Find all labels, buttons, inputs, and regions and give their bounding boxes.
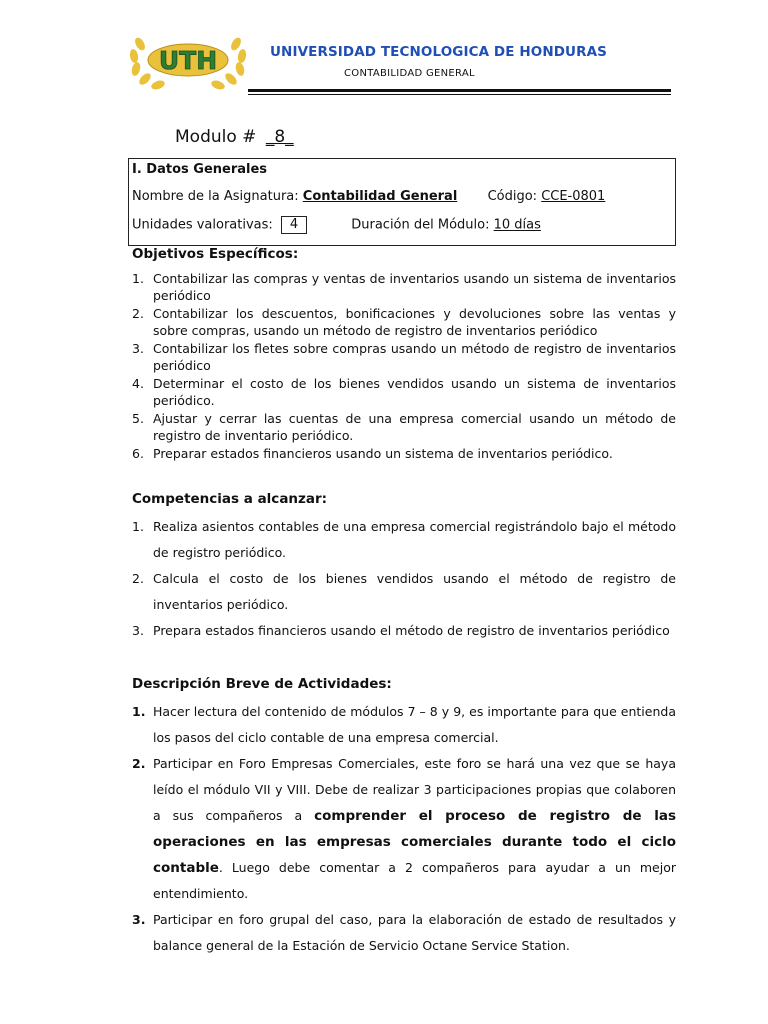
competencies-list	[132, 514, 676, 644]
course-name-label: Nombre de la Asignatura:	[132, 189, 303, 204]
units-value: 4	[281, 216, 307, 234]
list-item: 3. Prepara estados financieros usando el método de registro de inventarios periódico	[132, 623, 670, 638]
list-item: 2. Participar en Foro Empresas Comerciales, este foro se hará una vez que se haya leído el módulo VII y VIII. Debe de realizar 3 participaciones propias que colaboren a sus compañeros a comprender el proceso de registro de las operaciones en las empresas comerciales durante todo el ciclo contable. Luego debe comentar a 2 compañeros para ayudar a un mejor entendimiento.	[132, 756, 676, 901]
module-title	[175, 127, 294, 147]
general-data-heading: I. Datos Generales	[132, 162, 268, 177]
list-item: 1. Realiza asientos contables de una empresa comercial registrándolo bajo el método de registro periódico.	[132, 519, 676, 560]
emphasized-text: comprender el proceso de registro de las operaciones en las empresas comerciales durante todo el ciclo contable	[153, 808, 676, 876]
module-number: _8_	[265, 127, 294, 147]
course-name-value: Contabilidad General	[302, 189, 458, 204]
subject-title: CONTABILIDAD GENERAL	[344, 68, 475, 79]
list-item: 3. Contabilizar los fletes sobre compras usando un método de registro de inventarios periódico	[132, 341, 676, 373]
activities-heading: Descripción Breve de Actividades:	[132, 676, 392, 692]
header-divider	[248, 89, 671, 92]
duration-label: Duración del Módulo:	[351, 217, 494, 233]
list-item: 3. Participar en foro grupal del caso, para la elaboración de estado de resultados y balance general de la Estación de Servicio Octane Service Station.	[132, 912, 676, 953]
list-item: 2. Calcula el costo de los bienes vendidos usando el método de registro de inventarios periódico.	[132, 571, 676, 612]
competencies-heading: Competencias a alcanzar:	[132, 491, 328, 507]
objectives-list	[132, 270, 676, 463]
course-code-label: Código:	[487, 189, 542, 204]
activities-list	[132, 699, 676, 959]
list-item: 2. Contabilizar los descuentos, bonificaciones y devoluciones sobre las ventas y sobre compras, usando un método de registro de inventarios periódico	[132, 306, 676, 338]
course-code-value: CCE-0801	[541, 189, 606, 204]
units-label: Unidades valorativas:	[132, 217, 273, 233]
duration-value: 10 días	[493, 217, 541, 233]
list-item: 5. Ajustar y cerrar las cuentas de una empresa comercial usando un método de registro de inventario periódico.	[132, 411, 676, 443]
logo-text: UTH	[158, 46, 218, 75]
uth-logo	[126, 26, 250, 90]
university-name: UNIVERSIDAD TECNOLOGICA DE HONDURAS	[270, 44, 607, 60]
document-header	[0, 0, 768, 100]
list-item: 1. Hacer lectura del contenido de módulos 7 – 8 y 9, es importante para que entienda los pasos del ciclo contable de una empresa comercial.	[132, 704, 676, 745]
module-label: Modulo #	[175, 127, 257, 147]
list-item: 1. Contabilizar las compras y ventas de inventarios usando un sistema de inventarios periódico	[132, 271, 676, 303]
list-item: 4. Determinar el costo de los bienes vendidos usando un sistema de inventarios periódico.	[132, 376, 676, 408]
objectives-heading: Objetivos Específicos:	[132, 246, 299, 262]
units-row	[132, 216, 541, 234]
course-row	[132, 189, 605, 204]
list-item: 6. Preparar estados financieros usando un sistema de inventarios periódico.	[132, 446, 613, 461]
header-divider-thin	[248, 94, 671, 95]
general-data-box	[128, 158, 676, 246]
